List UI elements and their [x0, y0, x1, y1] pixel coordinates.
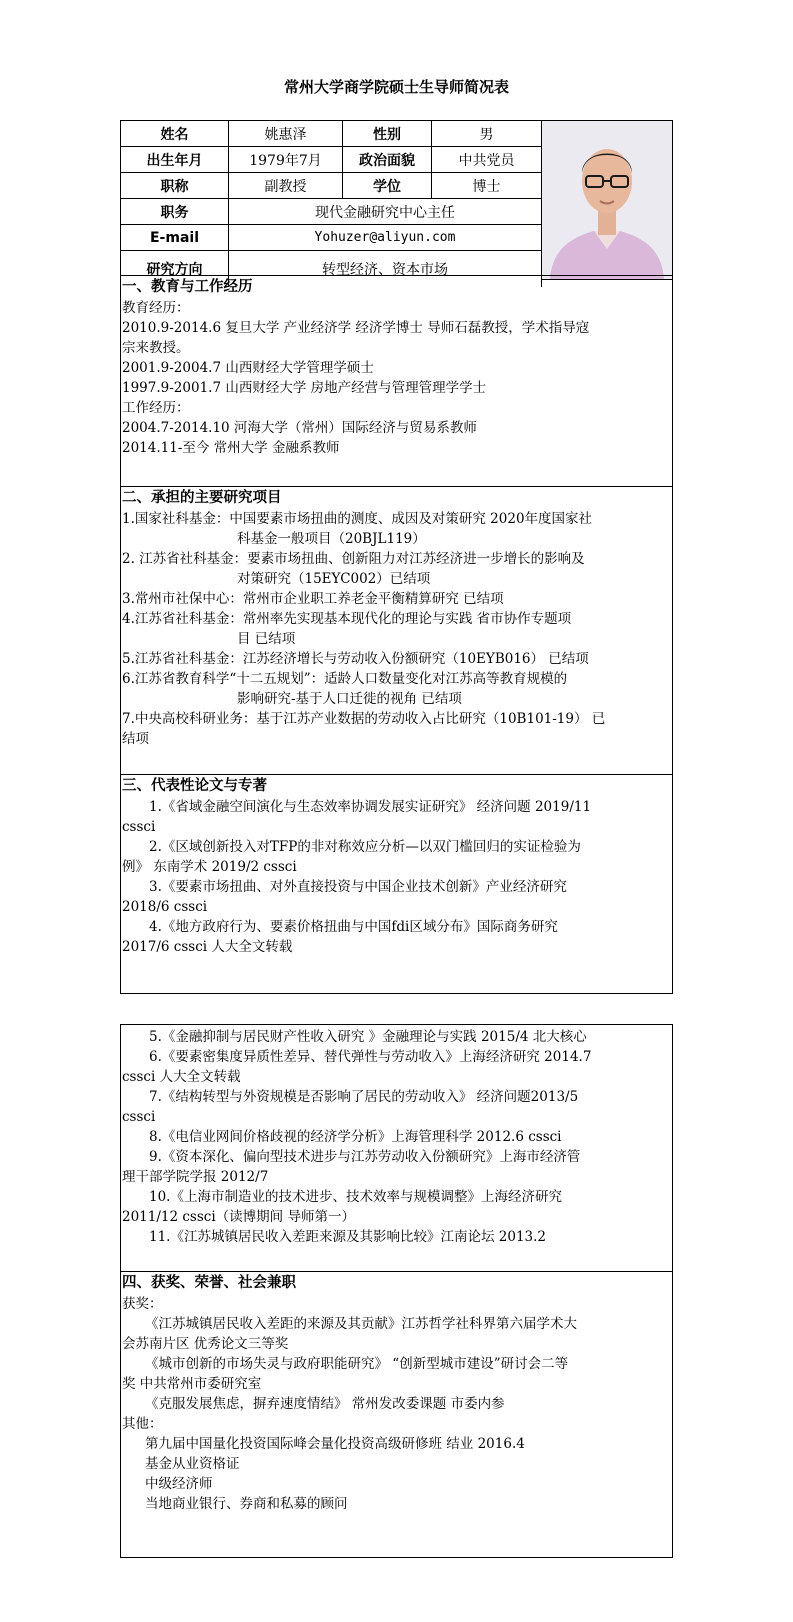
text-line: 中级经济师 [145, 1476, 213, 1492]
research-label: 研究方向 [121, 251, 229, 287]
text-line: 1.国家社科基金：中国要素市场扭曲的测度、成因及对策研究 2020年度国家社 [122, 511, 593, 527]
info-row-birth [121, 147, 542, 173]
info-row-position [121, 199, 542, 225]
research-value: 转型经济、资本市场 [229, 251, 542, 287]
text-line: 《克服发展焦虑，摒弃速度情结》 常州发改委课题 市委内参 [145, 1396, 505, 1412]
text-line: 2. 江苏省社科基金：要素市场扭曲、创新阻力对江苏经济进一步增长的影响及 [122, 551, 585, 567]
text-line: 教育经历： [122, 300, 190, 316]
text-line: 获奖： [122, 1296, 163, 1312]
text-line: 2018/6 cssci [122, 899, 208, 915]
info-row-title [121, 173, 542, 199]
text-line: 7.中央高校科研业务：基于江苏产业数据的劳动收入占比研究（10B101-19） 已 [122, 711, 606, 727]
text-line: 2001.9-2004.7 山西财经大学管理学硕士 [122, 360, 374, 376]
section-heading: 四、获奖、荣誉、社会兼职 [122, 1275, 296, 1291]
text-line: 1.《省域金融空间演化与生态效率协调发展实证研究》 经济问题 2019/11 [149, 799, 592, 815]
profile-sheet-page-1 [120, 120, 673, 994]
profile-sheet-page-2 [120, 1024, 673, 1558]
text-line: 《城市创新的市场失灵与政府职能研究》 “创新型城市建设”研讨会二等 [145, 1356, 569, 1372]
gender-label: 性别 [343, 121, 432, 146]
text-line: 对策研究（15EYC002）已结项 [237, 571, 431, 587]
position-label: 职务 [121, 199, 229, 224]
text-line: 结项 [122, 731, 149, 747]
text-line: 4.江苏省社科基金：常州率先实现基本现代化的理论与实践 省市协作专题项 [122, 611, 572, 627]
text-line: 2010.9-2014.6 复旦大学 产业经济学 经济学博士 导师石磊教授，学术指导寇 [122, 320, 590, 336]
title-value: 副教授 [229, 173, 343, 198]
section-papers-continued [121, 1025, 672, 1271]
text-line: 5.江苏省社科基金：江苏经济增长与劳动收入份额研究（10EYB016） 已结项 [122, 651, 589, 667]
info-row-name [121, 121, 542, 147]
birth-value: 1979年7月 [229, 147, 343, 172]
text-line: 当地商业银行、券商和私募的顾问 [145, 1496, 348, 1512]
birth-label: 出生年月 [121, 147, 229, 172]
text-line: 1997.9-2001.7 山西财经大学 房地产经营与管理管理学学士 [122, 380, 487, 396]
page-title: 常州大学商学院硕士生导师简况表 [283, 78, 509, 96]
text-line: 2011/12 cssci（读博期间 导师第一） [122, 1209, 355, 1225]
text-line: 3.常州市社保中心：常州市企业职工养老金平衡精算研究 已结项 [122, 591, 504, 607]
text-line: 3.《要素市场扭曲、对外直接投资与中国企业技术创新》产业经济研究 [149, 879, 567, 895]
text-line: cssci 人大全文转载 [122, 1069, 241, 1085]
politics-value: 中共党员 [432, 147, 542, 172]
section-heading: 一、教育与工作经历 [122, 279, 253, 295]
info-row-email [121, 225, 542, 251]
text-line: 影响研究-基于人口迁徙的视角 已结项 [237, 691, 462, 707]
text-line: 10.《上海市制造业的技术进步、技术效率与规模调整》上海经济研究 [149, 1189, 562, 1205]
email-label: E-mail [121, 225, 229, 250]
text-line: 宗来教授。 [122, 340, 190, 356]
gender-value: 男 [432, 121, 542, 146]
text-line: 11.《江苏城镇居民收入差距来源及其影响比较》江南论坛 2013.2 [149, 1229, 546, 1245]
section-papers [121, 774, 672, 993]
text-line: cssci [122, 819, 156, 835]
title-label: 职称 [121, 173, 229, 198]
section-research-projects [121, 486, 672, 774]
profile-photo [542, 121, 672, 280]
position-value: 现代金融研究中心主任 [229, 199, 542, 224]
section-heading: 二、承担的主要研究项目 [122, 490, 282, 506]
name-value: 姚惠泽 [229, 121, 343, 146]
text-line: 6.《要素密集度异质性差异、替代弹性与劳动收入》上海经济研究 2014.7 [149, 1049, 592, 1065]
text-line: cssci [122, 1109, 156, 1125]
text-line: 9.《资本深化、偏向型技术进步与江苏劳动收入份额研究》上海市经济管 [149, 1149, 581, 1165]
basic-info-table [121, 121, 674, 287]
text-line: 基金从业资格证 [145, 1456, 240, 1472]
text-line: 4.《地方政府行为、要素价格扭曲与中国fdi区域分布》国际商务研究 [149, 919, 558, 935]
text-line: 5.《金融抑制与居民财产性收入研究 》金融理论与实践 2015/4 北大核心 [149, 1029, 587, 1045]
text-line: 会苏南片区 优秀论文三等奖 [122, 1336, 289, 1352]
portrait-image [542, 121, 672, 279]
name-label: 姓名 [121, 121, 229, 146]
text-line: 科基金一般项目（20BJL119） [237, 531, 426, 547]
text-line: 8.《电信业网间价格歧视的经济学分析》上海管理科学 2012.6 cssci [149, 1129, 562, 1145]
section-heading: 三、代表性论文与专著 [122, 778, 267, 794]
text-line: 目 已结项 [237, 631, 296, 647]
text-line: 工作经历： [122, 400, 190, 416]
politics-label: 政治面貌 [343, 147, 432, 172]
section-awards [121, 1271, 672, 1557]
text-line: 《江苏城镇居民收入差距的来源及其贡献》江苏哲学社科界第六届学术大 [145, 1316, 577, 1332]
text-line: 第九届中国量化投资国际峰会量化投资高级研修班 结业 2016.4 [145, 1436, 525, 1452]
text-line: 其他： [122, 1416, 163, 1432]
degree-label: 学位 [343, 173, 432, 198]
section-education-work [121, 275, 672, 486]
text-line: 2014.11-至今 常州大学 金融系教师 [122, 440, 340, 456]
text-line: 奖 中共常州市委研究室 [122, 1376, 262, 1392]
text-line: 2017/6 cssci 人大全文转载 [122, 939, 293, 955]
degree-value: 博士 [432, 173, 542, 198]
email-value: Yohuzer@aliyun.com [229, 225, 542, 250]
text-line: 2.《区域创新投入对TFP的非对称效应分析—以双门槛回归的实证检验为 [149, 839, 581, 855]
text-line: 7.《结构转型与外资规模是否影响了居民的劳动收入》 经济问题2013/5 [149, 1089, 579, 1105]
text-line: 2004.7-2014.10 河海大学（常州）国际经济与贸易系教师 [122, 420, 477, 436]
text-line: 理干部学院学报 2012/7 [122, 1169, 269, 1185]
text-line: 例》 东南学术 2019/2 cssci [122, 859, 297, 875]
text-line: 6.江苏省教育科学“十二五规划”：适龄人口数量变化对江苏高等教育规模的 [122, 671, 568, 687]
